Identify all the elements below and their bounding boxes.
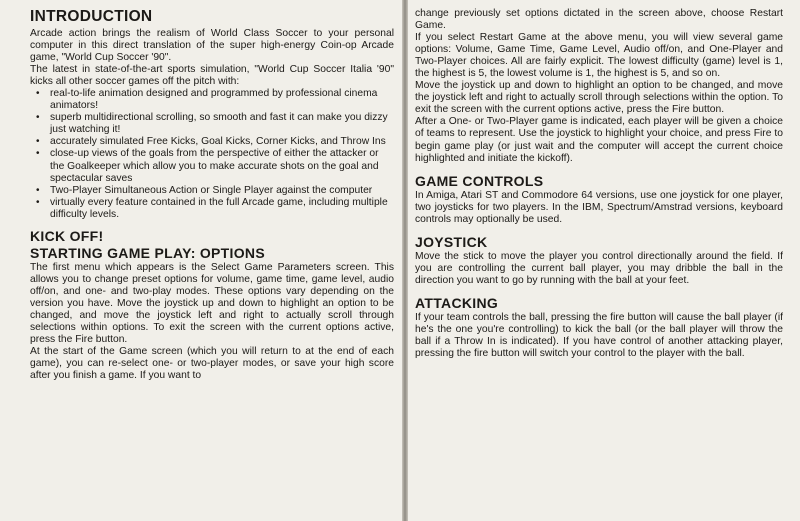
game-controls-heading: GAME CONTROLS	[415, 172, 544, 189]
joystick-options-paragraph: Move the joystick up and down to highlight an option to be changed, and move the joystick left and right to actually scroll through selections within the option. To exit the screen with the current options active, press the Fire button.	[415, 80, 783, 116]
list-item-text: virtually every feature contained in the full Arcade game, including multiple difficulty levels.	[50, 196, 388, 220]
bullet-icon: •	[36, 88, 40, 100]
left-page-content	[30, 8, 394, 382]
intro-paragraph-2: The latest in state-of-the-art sports simulation, "World Cup Soccer Italia '90" kicks all other soccer games off the pitch with:	[30, 64, 394, 88]
list-item-text: superb multidirectional scrolling, so smooth and fast it can make you dizzy just watching it!	[50, 112, 388, 136]
bullet-icon: •	[36, 136, 40, 148]
starting-game-play-heading: STARTING GAME PLAY: OPTIONS	[30, 244, 265, 261]
list-item	[36, 88, 394, 112]
intro-paragraph: Arcade action brings the realism of World Class Soccer to your personal computer in this direct translation of the super high-energy Coin-op Arcade game, "World Cup Soccer '90".	[30, 28, 394, 64]
bullet-icon: •	[36, 112, 40, 124]
list-item	[36, 136, 394, 148]
right-page	[406, 0, 800, 521]
right-page-content	[415, 8, 783, 360]
attacking-paragraph: If your team controls the ball, pressing the fire button will cause the ball player (if he's the one you're controlling) to kick the ball (or the ball player will throw the ball if a Throw In is indicated). If you have control of another attacking player, pressing the fire button will switch your control to the player with the ball.	[415, 311, 783, 360]
feature-list	[30, 88, 394, 221]
list-item	[36, 197, 394, 221]
joystick-heading: JOYSTICK	[415, 233, 488, 250]
introduction-heading: INTRODUCTION	[30, 8, 153, 25]
starting-paragraph: The first menu which appears is the Select Game Parameters screen. This allows you to change preset options for volume, game time, game level, audio off/on, and one- and two-play modes. These options vary depending on the version you have. Move the joystick up and down to highlight an option to be changed, and move the joystick left and right to actually scroll through selections within options. To exit the screen with the current options active, press the Fire button.	[30, 261, 394, 346]
attacking-heading: ATTACKING	[415, 294, 499, 311]
team-choice-paragraph: After a One- or Two-Player game is indicated, each player will be given a choice of teams to represent. Use the joystick to highlight your choice, and press Fire to begin game play (or just wait and the computer will accept the current choice highlighted and initiate the kickoff).	[415, 116, 783, 164]
joystick-paragraph: Move the stick to move the player you control directionally around the field. If you are controlling the current ball player, you may dribble the ball in the direction you want to go by running with the ball at your feet.	[415, 250, 783, 286]
list-item-text: Two-Player Simultaneous Action or Single Player against the computer	[50, 184, 373, 196]
kickoff-heading: KICK OFF!	[30, 227, 104, 244]
list-item-text: close-up views of the goals from the perspective of either the attacker or the Goalkeeper which allow you to make accurate shots on the goal and spectacular saves	[50, 148, 379, 184]
list-item-text: real-to-life animation designed and programmed by professional cinema animators!	[50, 88, 378, 112]
list-item	[36, 185, 394, 197]
starting-paragraph-2: At the start of the Game screen (which you will return to at the end of each game), you can re-select one- or two-player modes, or save your high score after you finish a game. If you want to	[30, 346, 394, 382]
list-item	[36, 112, 394, 136]
continued-paragraph: change previously set options dictated in the screen above, choose Restart Game.	[415, 8, 783, 32]
game-controls-paragraph: In Amiga, Atari ST and Commodore 64 versions, use one joystick for one player, two joysticks for two players. In the IBM, Spectrum/Amstrad versions, keyboard controls may optionally be used.	[415, 189, 783, 225]
list-item	[36, 148, 394, 184]
bullet-icon: •	[36, 184, 40, 196]
bullet-icon: •	[36, 196, 40, 208]
restart-paragraph: If you select Restart Game at the above menu, you will view several game options: Volume, Game Time, Game Level, Audio off/on, and One-Player and Two-Player choices. All are fairly explicit. The lowest difficulty (game) level is 1, the highest is 5, the lowest volume is 1, the highest is 5, and so on.	[415, 32, 783, 80]
bullet-icon: •	[36, 148, 40, 160]
list-item-text: accurately simulated Free Kicks, Goal Kicks, Corner Kicks, and Throw Ins	[50, 136, 386, 148]
